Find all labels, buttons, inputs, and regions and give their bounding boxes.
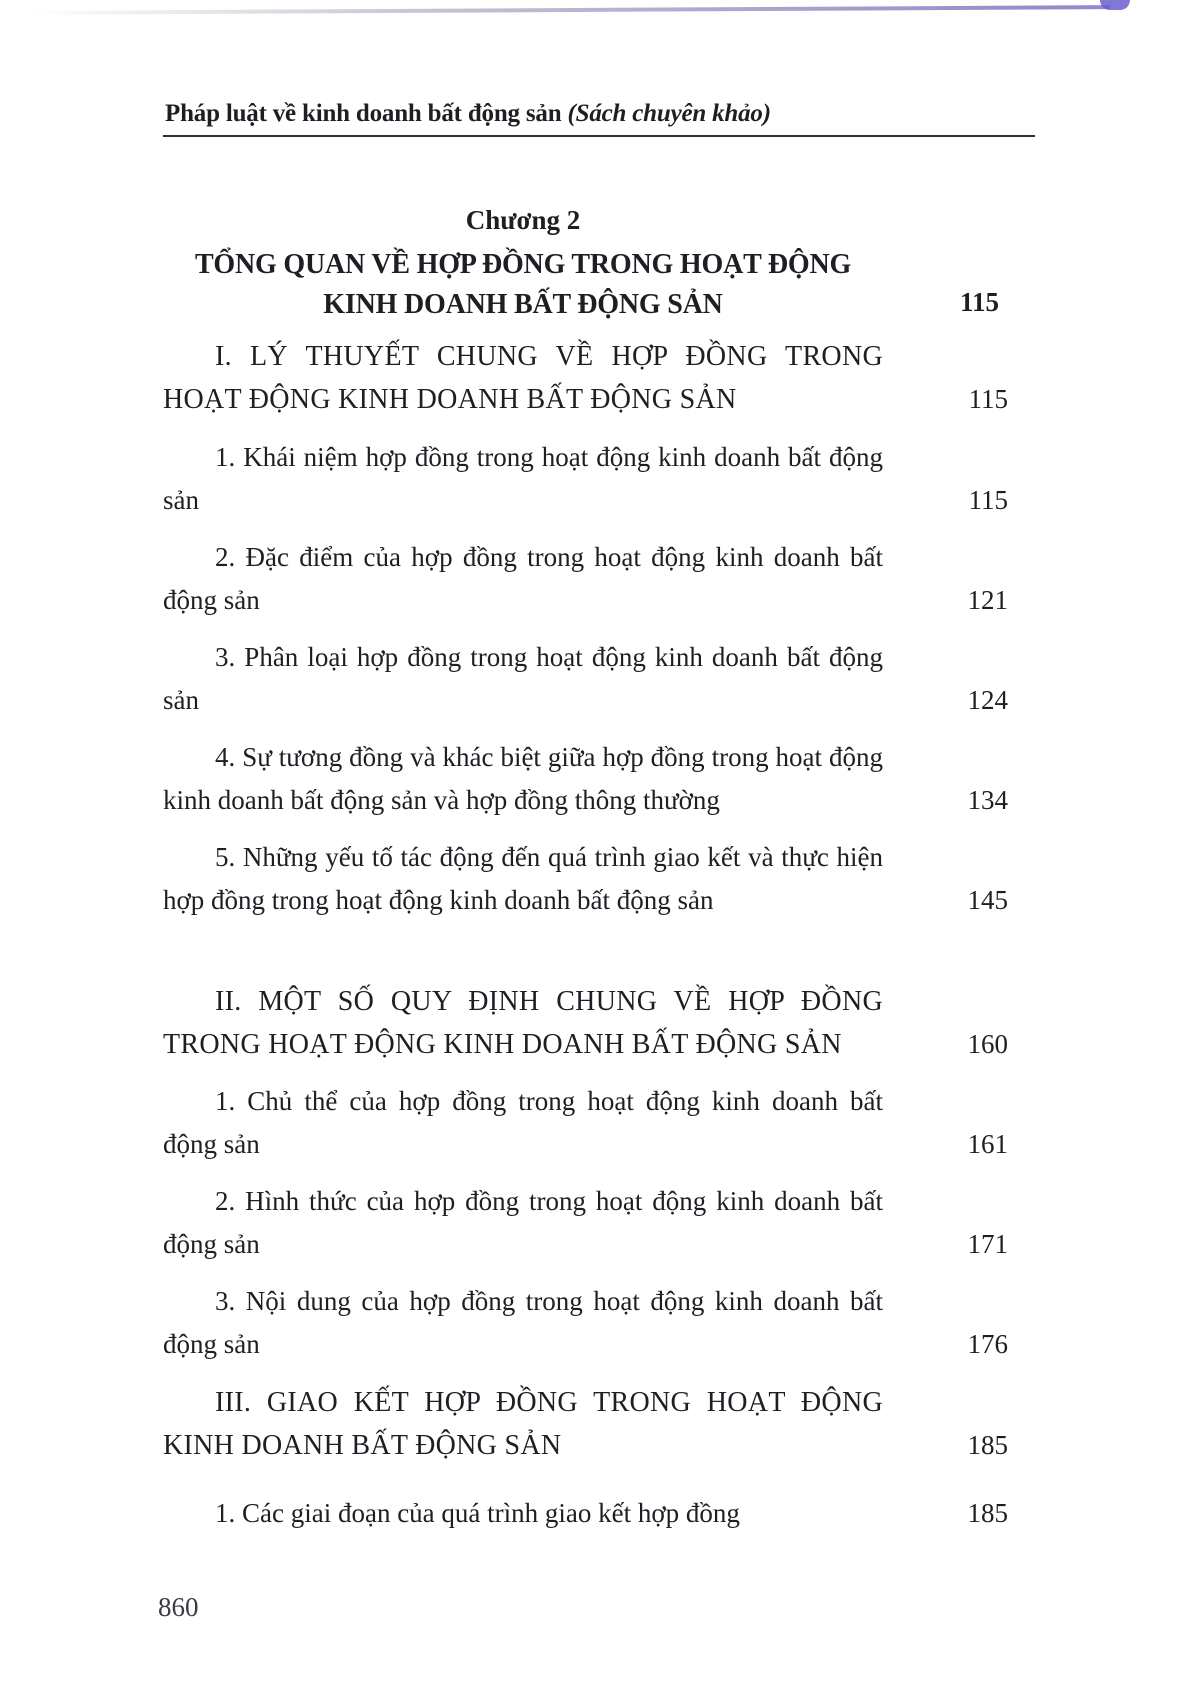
toc-entry [163, 1492, 1008, 1535]
toc-entry-text: 5. Những yếu tố tác động đến quá trình giao kết và thực hiện hợp đồng trong hoạt động kinh doanh bất động sản [163, 842, 883, 915]
toc-entry [163, 1280, 1008, 1366]
toc-entry-page: 160 [967, 1029, 1008, 1059]
toc-entry-text: 3. Phân loại hợp đồng trong hoạt động kinh doanh bất động sản [163, 642, 883, 715]
chapter-title [163, 245, 883, 325]
toc-entry-page: 121 [967, 585, 1008, 615]
toc-entry-page: 185 [967, 1498, 1008, 1528]
toc-entry-text: 1. Khái niệm hợp đồng trong hoạt động kinh doanh bất động sản [163, 442, 883, 515]
chapter-title-line1: TỔNG QUAN VỀ HỢP ĐỒNG TRONG HOẠT ĐỘNG [194, 249, 852, 280]
page-number: 860 [158, 1592, 199, 1622]
toc-entry-page: 176 [967, 1329, 1008, 1359]
toc-entry-page: 134 [967, 785, 1008, 815]
toc-entry-page: 171 [967, 1229, 1008, 1259]
toc-entry-section-3 [163, 1381, 1008, 1467]
toc-entry-text: 1. Chủ thể của hợp đồng trong hoạt động kinh doanh bất động sản [163, 1086, 883, 1159]
toc-entry [163, 1080, 1008, 1166]
scan-edge-artifact [30, 5, 1110, 15]
header-rule [163, 135, 1035, 137]
scan-corner-artifact [1100, 0, 1130, 10]
toc-entry-page: 115 [968, 485, 1008, 515]
toc-entry-section-1 [163, 335, 1008, 421]
toc-entry [163, 536, 1008, 622]
chapter-label: Chương 2 [465, 205, 581, 235]
toc-entry-text: 2. Hình thức của hợp đồng trong hoạt động kinh doanh bất động sản [163, 1186, 883, 1259]
book-title: Pháp luật về kinh doanh bất động sản [165, 100, 568, 127]
toc-entry [163, 736, 1008, 822]
toc-entry-text: 3. Nội dung của hợp đồng trong hoạt động kinh doanh bất động sản [163, 1286, 883, 1359]
toc-entry [163, 1180, 1008, 1266]
book-subtitle: (Sách chuyên khảo) [567, 100, 771, 127]
toc-entry-text: 2. Đặc điểm của hợp đồng trong hoạt động kinh doanh bất động sản [163, 542, 883, 615]
toc-entry [163, 436, 1008, 522]
toc-entry-text: 4. Sự tương đồng và khác biệt giữa hợp đồng trong hoạt động kinh doanh bất động sản và hợp đồng thông thường [163, 742, 883, 815]
toc-entry-page: 161 [967, 1129, 1008, 1159]
toc-entry-page: 115 [968, 384, 1008, 414]
toc-entry [163, 836, 1008, 922]
toc-entry-page: 145 [967, 885, 1008, 915]
toc-entry-section-2 [163, 980, 1008, 1066]
toc-entry-text: I. LÝ THUYẾT CHUNG VỀ HỢP ĐỒNG TRONG HOẠT ĐỘNG KINH DOANH BẤT ĐỘNG SẢN [163, 341, 883, 415]
chapter-title-line2: KINH DOANH BẤT ĐỘNG SẢN [323, 289, 723, 320]
toc-entry-page: 124 [967, 685, 1008, 715]
toc-entry-text: II. MỘT SỐ QUY ĐỊNH CHUNG VỀ HỢP ĐỒNG TRONG HOẠT ĐỘNG KINH DOANH BẤT ĐỘNG SẢN [163, 986, 883, 1060]
running-head [165, 100, 1035, 128]
toc-entry-page: 185 [967, 1430, 1008, 1460]
chapter-page-number: 115 [960, 287, 1000, 317]
toc-entry-text: 1. Các giai đoạn của quá trình giao kết hợp đồng [215, 1498, 740, 1528]
toc-entry-text: III. GIAO KẾT HỢP ĐỒNG TRONG HOẠT ĐỘNG KINH DOANH BẤT ĐỘNG SẢN [163, 1387, 883, 1461]
toc-entry [163, 636, 1008, 722]
